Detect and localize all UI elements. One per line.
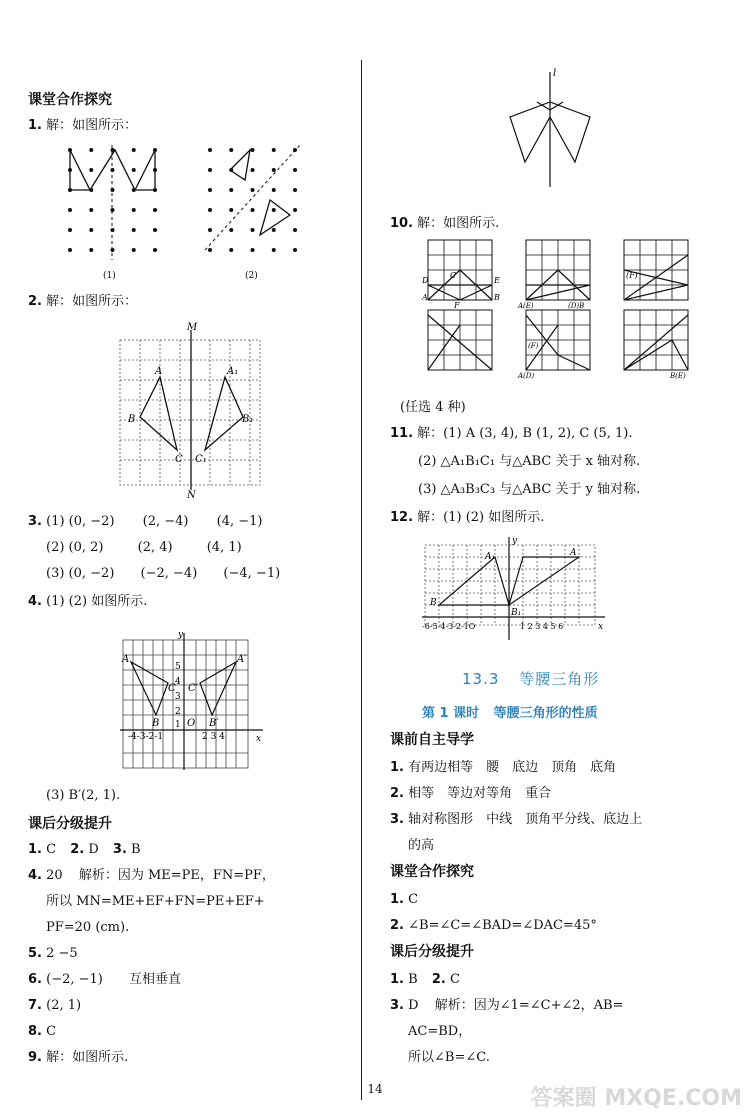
- svg-text:C: C: [168, 683, 176, 694]
- question-11-line-3: (3) △A₃B₃C₃ 与△ABC 关于 y 轴对称.: [418, 482, 641, 497]
- grid-dot: [229, 228, 233, 232]
- svg-text:C: C: [175, 454, 183, 465]
- grid-dot: [89, 168, 93, 172]
- svg-text:B′: B′: [209, 718, 219, 729]
- grid-dot: [251, 148, 255, 152]
- svg-text:M: M: [187, 322, 198, 333]
- grid-dot: [293, 168, 297, 172]
- grid-dot: [153, 208, 157, 212]
- question-10: 10. 解：如图所示.: [390, 216, 500, 231]
- svg-text:A₁: A₁: [227, 366, 239, 377]
- grid-dot: [132, 168, 136, 172]
- pre-answer-1: 1. 有两边相等 腰 底边 顶角 底角: [390, 760, 617, 775]
- grid-dot: [251, 168, 255, 172]
- svg-text:N: N: [187, 490, 196, 500]
- pre-answer-3-cont: 的高: [408, 838, 435, 853]
- grid-dot: [89, 148, 93, 152]
- svg-text:(F): (F): [528, 342, 539, 350]
- question-3-row-2: (2) (0, 2) (2, 4) (4, 1): [46, 540, 242, 555]
- svg-text:2 3 4: 2 3 4: [202, 732, 225, 742]
- grid-dot: [251, 188, 255, 192]
- after-answers-1-2: 1. B 2. C: [390, 972, 460, 987]
- heading-in-class: 课堂合作探究: [28, 92, 112, 108]
- heading-after-class: 课后分级提升: [28, 816, 112, 832]
- figure-9-symmetric: [495, 62, 605, 192]
- answers-1-3: 1. C 2. D 3. B: [28, 842, 141, 857]
- svg-text:2: 2: [175, 707, 181, 717]
- figure-4-grid: [118, 625, 268, 775]
- grid-dot: [68, 208, 72, 212]
- grid-dot: [293, 208, 297, 212]
- heading-in-class-2: 课堂合作探究: [390, 864, 474, 880]
- grid-dot: [68, 248, 72, 252]
- svg-text:x: x: [256, 734, 262, 744]
- grid-dot: [293, 188, 297, 192]
- svg-text:B: B: [494, 293, 500, 302]
- question-2: 2. 解：如图所示：: [28, 294, 138, 309]
- heading-after-class-2: 课后分级提升: [390, 944, 474, 960]
- question-3-row-3: (3) (0, −2) (−2, −4) (−4, −1): [46, 566, 281, 581]
- answer-7: 7. (2, 1): [28, 998, 82, 1013]
- lesson-title: 第 1 课时 等腰三角形的性质: [422, 706, 598, 721]
- svg-text:C₁: C₁: [195, 454, 207, 465]
- answer-5: 5. 2 −5: [28, 946, 78, 961]
- grid-dot: [89, 208, 93, 212]
- page-number: 14: [367, 1082, 383, 1096]
- grid-dot: [68, 228, 72, 232]
- grid-dot: [132, 148, 136, 152]
- answer-9: 9. 解：如图所示.: [28, 1050, 129, 1065]
- grid-dot: [272, 148, 276, 152]
- svg-text:l: l: [553, 68, 557, 79]
- figure-2-reflection: [115, 320, 265, 500]
- svg-text:B: B: [128, 414, 136, 425]
- grid-dot: [272, 248, 276, 252]
- grid-dot: [153, 228, 157, 232]
- svg-text:A(E): A(E): [518, 302, 534, 310]
- fig1-label-1: (1): [103, 271, 116, 280]
- class-answer-1: 1. C: [390, 892, 419, 907]
- svg-text:O: O: [187, 718, 196, 729]
- grid-dot: [208, 188, 212, 192]
- after-answer-3-line-2: AC=BD，: [408, 1024, 472, 1039]
- question-4: 4. (1) (2) 如图所示.: [28, 594, 148, 609]
- answer-4-line-1: 4. 20 解析：因为 ME=PE，FN=PF，: [28, 868, 275, 883]
- svg-text:C′: C′: [188, 683, 198, 694]
- svg-text:A(D): A(D): [518, 372, 535, 380]
- answer-4-line-3: PF=20 (cm).: [46, 920, 130, 935]
- figure-1-dot-grids: [55, 140, 315, 280]
- svg-text:A₁: A₁: [485, 552, 496, 562]
- figure-10-grids: [418, 238, 698, 388]
- grid-dot: [293, 248, 297, 252]
- grid-dot: [272, 168, 276, 172]
- svg-text:B₁: B₁: [242, 414, 254, 425]
- grid-dot: [132, 228, 136, 232]
- grid-dot: [272, 228, 276, 232]
- grid-dot: [153, 248, 157, 252]
- answer-8: 8. C: [28, 1024, 57, 1039]
- svg-text:F: F: [454, 301, 460, 310]
- grid-dot: [89, 228, 93, 232]
- column-divider: [361, 60, 362, 1100]
- grid-dot: [229, 208, 233, 212]
- svg-text:5: 5: [175, 662, 181, 672]
- grid-dot: [208, 228, 212, 232]
- question-4-part-3: (3) B′(2, 1).: [46, 788, 121, 803]
- question-3-row-1: 3. (1) (0, −2) (2, −4) (4, −1): [28, 514, 263, 529]
- question-12: 12. 解：(1) (2) 如图所示.: [390, 510, 545, 525]
- svg-text:A: A: [155, 366, 163, 377]
- svg-text:B(E): B(E): [670, 372, 686, 380]
- grid-dot: [208, 248, 212, 252]
- grid-dot: [208, 208, 212, 212]
- svg-text:B₁: B₁: [511, 608, 522, 618]
- question-11-line-2: (2) △A₁B₁C₁ 与△ABC 关于 x 轴对称.: [418, 454, 641, 469]
- svg-text:1 2 3 4 5 6: 1 2 3 4 5 6: [520, 622, 564, 631]
- answer-6: 6. (−2, −1) 互相垂直: [28, 972, 182, 987]
- svg-text:A: A: [570, 548, 577, 558]
- grid-dot: [229, 188, 233, 192]
- svg-text:-4-3-2-1: -4-3-2-1: [128, 732, 164, 742]
- grid-dot: [251, 208, 255, 212]
- grid-dot: [89, 248, 93, 252]
- grid-dot: [293, 228, 297, 232]
- svg-text:3: 3: [175, 692, 181, 702]
- question-11-line-1: 11. 解：(1) A (3, 4), B (1, 2), C (5, 1).: [390, 426, 633, 441]
- svg-text:4: 4: [175, 677, 181, 687]
- watermark: 答案圈 MXQE.COM: [530, 1086, 742, 1111]
- question-10-note: (任选 4 种): [400, 400, 466, 415]
- grid-dot: [229, 248, 233, 252]
- svg-text:B: B: [430, 598, 437, 608]
- heading-pre-class: 课前自主导学: [390, 732, 474, 748]
- grid-dot: [229, 148, 233, 152]
- grid-dot: [132, 208, 136, 212]
- svg-text:y: y: [512, 536, 518, 546]
- grid-dot: [208, 148, 212, 152]
- pre-answer-2: 2. 相等 等边对等角 重合: [390, 786, 552, 801]
- svg-text:(D)B: (D)B: [568, 302, 585, 310]
- grid-dot: [132, 248, 136, 252]
- grid-dot: [272, 208, 276, 212]
- figure-12-coordinate: [420, 535, 610, 645]
- svg-text:A: A: [422, 293, 428, 302]
- svg-text:D: D: [422, 276, 429, 285]
- grid-dot: [208, 168, 212, 172]
- svg-text:A′: A′: [237, 654, 247, 665]
- section-title: 13.3 等腰三角形: [462, 670, 600, 688]
- grid-dot: [272, 188, 276, 192]
- svg-text:B: B: [152, 718, 160, 729]
- svg-text:x: x: [598, 622, 604, 632]
- svg-text:y: y: [178, 630, 184, 640]
- svg-text:-6-5-4-3-2-1O: -6-5-4-3-2-1O: [422, 622, 476, 631]
- svg-text:(F): (F): [626, 271, 638, 280]
- after-answer-3-line-1: 3. D 解析：因为∠1=∠C+∠2，AB=: [390, 998, 624, 1013]
- svg-text:A: A: [122, 654, 130, 665]
- grid-dot: [251, 248, 255, 252]
- answer-4-line-2: 所以 MN=ME+EF+FN=PE+EF+: [46, 894, 265, 909]
- question-1: 1. 解：如图所示：: [28, 118, 138, 133]
- after-answer-3-line-3: 所以∠B=∠C.: [408, 1050, 490, 1065]
- svg-text:1: 1: [175, 720, 181, 730]
- pre-answer-3: 3. 轴对称图形 中线 顶角平分线、底边上: [390, 812, 643, 827]
- svg-text:E: E: [494, 276, 500, 285]
- class-answer-2: 2. ∠B=∠C=∠BAD=∠DAC=45°: [390, 918, 597, 933]
- fig1-label-2: (2): [245, 271, 258, 280]
- svg-text:C: C: [450, 271, 457, 280]
- grid-dot: [251, 228, 255, 232]
